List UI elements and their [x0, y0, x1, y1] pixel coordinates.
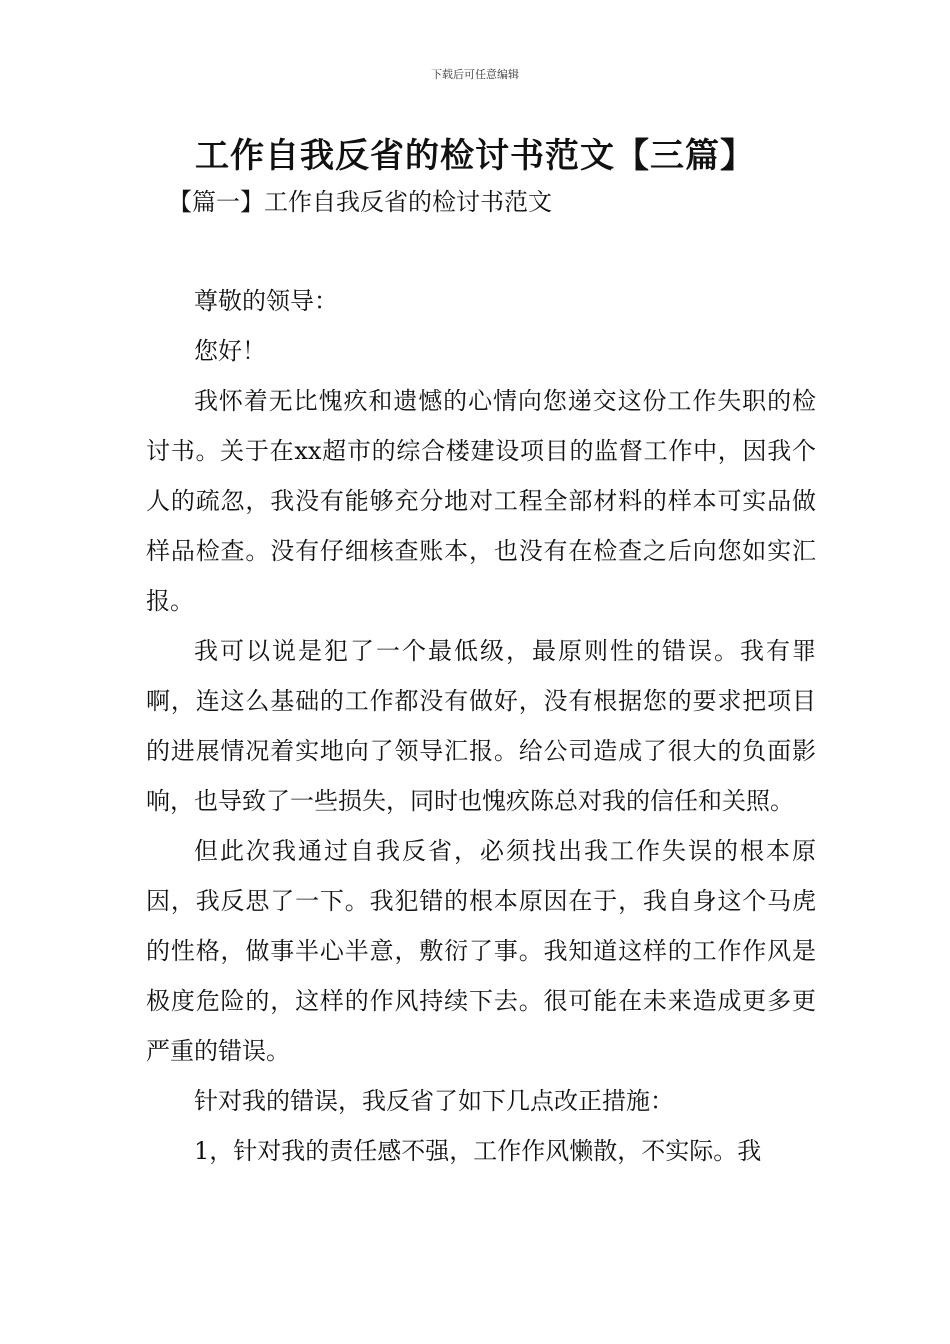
paragraph: 我可以说是犯了一个最低级，最原则性的错误。我有罪啊，连这么基础的工作都没有做好，没有根据您的要求把项目的进展情况着实地向了领导汇报。给公司造成了很大的负面影响，也导致了一些损失，同时也愧疚陈总对我的信任和关照。: [146, 637, 816, 815]
salutation: 尊敬的领导：: [194, 287, 338, 315]
header-note: 下载后可任意编辑: [431, 68, 519, 81]
paragraph: 针对我的错误，我反省了如下几点改正措施：: [194, 1087, 674, 1115]
greeting: 您好！: [194, 337, 266, 365]
paragraph: 我怀着无比愧疚和遗憾的心情向您递交这份工作失职的检讨书。关于在xx超市的综合楼建设项目的监督工作中，因我个人的疏忽，我没有能够充分地对工程全部材料的样本可实品做样品检查。没有仔细核查账本，也没有在检查之后向您如实汇报。: [146, 387, 816, 615]
paragraph: 1，针对我的责任感不强，工作作风懒散，不实际。我: [194, 1137, 762, 1165]
document-body: [146, 276, 816, 1176]
document-title: 工作自我反省的检讨书范文【三篇】: [195, 136, 755, 176]
paragraph: 但此次我通过自我反省，必须找出我工作失误的根本原因，我反思了一下。我犯错的根本原因在于，我自身这个马虎的性格，做事半心半意，敷衍了事。我知道这样的工作作风是极度危险的，这样的作风持续下去。很可能在未来造成更多更严重的错误。: [146, 837, 816, 1065]
section-subtitle: 【篇一】工作自我反省的检讨书范文: [168, 188, 552, 216]
